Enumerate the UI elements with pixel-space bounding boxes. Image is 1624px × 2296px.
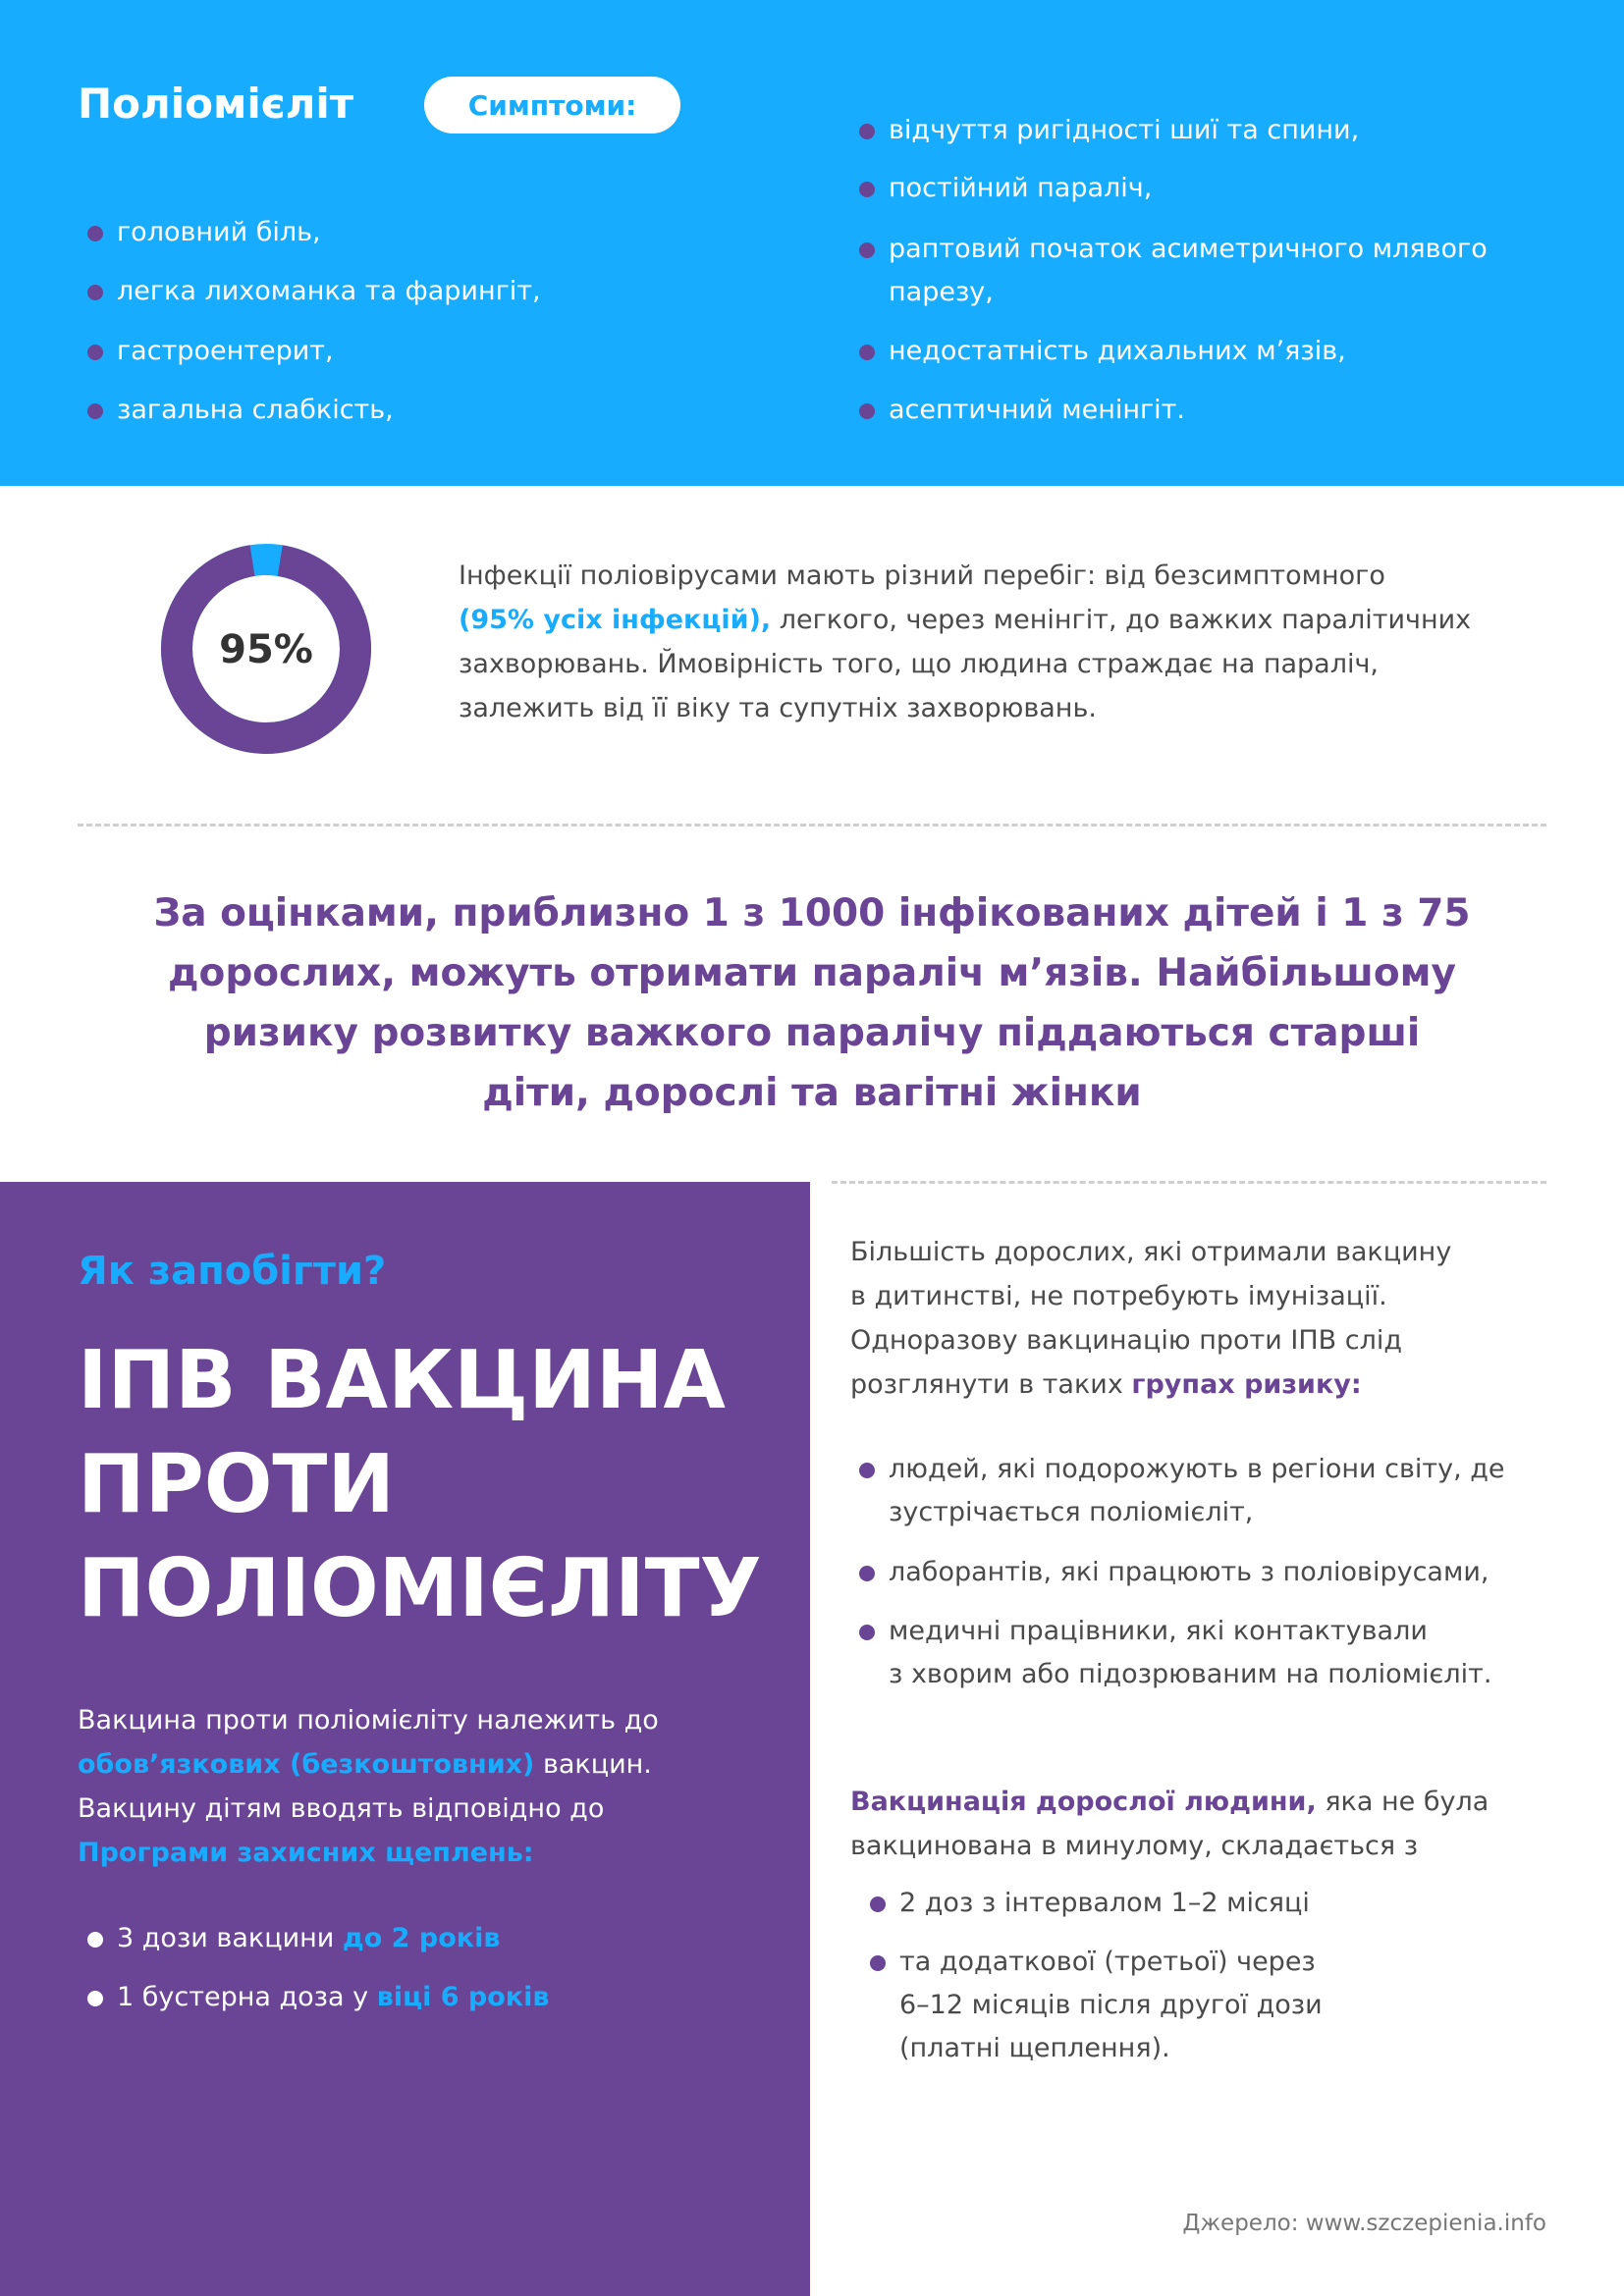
text-line: Вакцину дітям вводять відповідно до bbox=[78, 1793, 605, 1824]
highlight-text: (95% усіх інфекцій), bbox=[459, 605, 772, 635]
bullet-icon bbox=[859, 124, 875, 139]
bullet-icon bbox=[859, 345, 875, 360]
list-item bbox=[889, 1551, 1489, 1594]
list-item-text: та додаткової (третьої) через bbox=[899, 1947, 1316, 1977]
list-item bbox=[117, 389, 394, 432]
text-line: Більшість дорослих, які отримали вакцину bbox=[850, 1237, 1452, 1267]
donut-chart bbox=[161, 544, 371, 754]
bullet-icon bbox=[87, 345, 103, 360]
statement-line: дорослих, можуть отримати параліч м’язів. Найбільшому bbox=[168, 951, 1456, 995]
text-line: залежить від її віку та супутніх захворювань. bbox=[459, 693, 1097, 723]
text-line bbox=[850, 1362, 1451, 1407]
bullet-icon bbox=[870, 1896, 886, 1912]
prevention-text bbox=[78, 1698, 659, 1875]
list-item-text: раптовий початок асиметричного млявого bbox=[889, 234, 1488, 264]
list-item-text: асептичний менінгіт. bbox=[889, 395, 1185, 425]
text: яка не була bbox=[1316, 1787, 1489, 1817]
highlight-text: обов’язкових (безкоштовних) bbox=[78, 1749, 535, 1780]
source-text: Джерело: www.szczepienia.info bbox=[1182, 2211, 1546, 2236]
highlight-text: Програми захисних щеплень: bbox=[78, 1838, 534, 1868]
list-item bbox=[117, 1976, 549, 2019]
bullet-icon bbox=[859, 1463, 875, 1478]
adult-vaccination-text bbox=[850, 1780, 1489, 1868]
divider bbox=[832, 1181, 1546, 1184]
bullet-icon bbox=[859, 182, 875, 197]
bullet-icon bbox=[859, 1566, 875, 1581]
list-item bbox=[889, 167, 1152, 210]
text-line bbox=[850, 1780, 1489, 1824]
text-line: Інфекції поліовірусами мають різний перебіг: від безсимптомного bbox=[459, 561, 1385, 591]
list-item-text: відчуття ригідності шиї та спини, bbox=[889, 115, 1360, 145]
list-item-text: парезу, bbox=[889, 277, 994, 307]
text-line: захворювань. Ймовірність того, що людина страждає на параліч, bbox=[459, 649, 1380, 679]
bullet-icon bbox=[87, 226, 103, 241]
text: розглянути в таких bbox=[850, 1369, 1132, 1400]
list-item-text: зустрічається поліомієліт, bbox=[889, 1497, 1254, 1527]
text-line bbox=[459, 598, 1471, 642]
text-line bbox=[78, 1742, 659, 1787]
statement-line: За оцінками, приблизно 1 з 1000 інфікованих дітей і 1 з 75 bbox=[153, 891, 1471, 935]
prevention-panel bbox=[0, 1182, 810, 2296]
list-item-text: гастроентерит, bbox=[117, 336, 334, 366]
list-item bbox=[889, 389, 1185, 432]
list-item bbox=[117, 270, 541, 313]
list-item-text: людей, які подорожують в регіони світу, де bbox=[889, 1454, 1505, 1484]
list-item bbox=[889, 330, 1346, 373]
divider bbox=[78, 824, 1546, 827]
list-item-text: 6–12 місяців після другої дози bbox=[899, 1990, 1323, 2020]
page-title: Поліомієліт bbox=[78, 80, 354, 128]
text-line: вакцинована в минулому, складається з bbox=[850, 1831, 1419, 1861]
bullet-icon bbox=[87, 1932, 103, 1948]
list-item-text: постійний параліч, bbox=[889, 173, 1153, 203]
infection-text bbox=[459, 554, 1471, 730]
list-item-text: медичні працівники, які контактували bbox=[889, 1616, 1428, 1646]
list-item-text: з хворим або підозрюваним на поліомієліт. bbox=[889, 1659, 1492, 1689]
header-banner bbox=[0, 0, 1624, 486]
list-item-text: (платні щеплення). bbox=[899, 2033, 1170, 2063]
list-item-text: головний біль, bbox=[117, 217, 321, 247]
donut-label: 95% bbox=[219, 627, 313, 672]
vaccine-heading bbox=[78, 1329, 762, 1641]
bullet-icon bbox=[859, 403, 875, 419]
heading-line: ПОЛІОМІЄЛІТУ bbox=[78, 1542, 762, 1635]
list-item-text: лаборантів, які працюють з поліовірусами, bbox=[889, 1557, 1489, 1587]
text: легкого, через менінгіт, до важких паралітичних bbox=[771, 605, 1472, 635]
list-item bbox=[117, 1917, 500, 1960]
bullet-icon bbox=[87, 285, 103, 300]
list-item-text: легка лихоманка та фарингіт, bbox=[117, 276, 541, 306]
statement-line: ризику розвитку важкого паралічу піддаються старші bbox=[203, 1011, 1421, 1055]
list-item bbox=[889, 1448, 1505, 1534]
bullet-icon bbox=[859, 1625, 875, 1640]
heading-line: ПРОТИ bbox=[78, 1438, 395, 1531]
list-item-text: 1 бустерна доза у bbox=[117, 1982, 377, 2012]
text: вакцин. bbox=[534, 1749, 652, 1780]
text-line: в дитинстві, не потребують імунізації. bbox=[850, 1281, 1387, 1311]
list-item bbox=[889, 109, 1359, 152]
prevention-question: Як запобігти? bbox=[78, 1249, 387, 1294]
list-item bbox=[117, 330, 334, 373]
list-item bbox=[899, 1941, 1323, 2070]
list-item-text: 2 доз з інтервалом 1–2 місяці bbox=[899, 1888, 1310, 1918]
text-line: Вакцина проти поліомієліту належить до bbox=[78, 1705, 659, 1735]
list-item bbox=[117, 211, 321, 254]
list-item-text: 3 дози вакцини bbox=[117, 1923, 343, 1953]
bullet-icon bbox=[87, 1991, 103, 2006]
highlight-text: до 2 років bbox=[342, 1923, 501, 1953]
bullet-icon bbox=[859, 242, 875, 258]
symptoms-pill: Симптоми: bbox=[424, 77, 680, 133]
list-item-text: недостатність дихальних м’язів, bbox=[889, 336, 1346, 366]
list-item bbox=[889, 1610, 1491, 1696]
bullet-icon bbox=[87, 403, 103, 419]
list-item bbox=[899, 1882, 1310, 1925]
adults-text bbox=[850, 1230, 1451, 1407]
list-item-text: загальна слабкість, bbox=[117, 395, 394, 425]
paralysis-statement bbox=[78, 883, 1546, 1123]
text-line: Одноразову вакцинацію проти ІПВ слід bbox=[850, 1325, 1403, 1356]
list-item bbox=[889, 228, 1488, 314]
highlight-text: віці 6 років bbox=[376, 1982, 550, 2012]
heading-line: ІПВ ВАКЦИНА bbox=[78, 1334, 726, 1427]
statement-line: діти, дорослі та вагітні жінки bbox=[482, 1071, 1142, 1115]
highlight-text: групах ризику: bbox=[1131, 1369, 1362, 1400]
highlight-text: Вакцинація дорослої людини, bbox=[850, 1787, 1317, 1817]
bullet-icon bbox=[870, 1955, 886, 1971]
